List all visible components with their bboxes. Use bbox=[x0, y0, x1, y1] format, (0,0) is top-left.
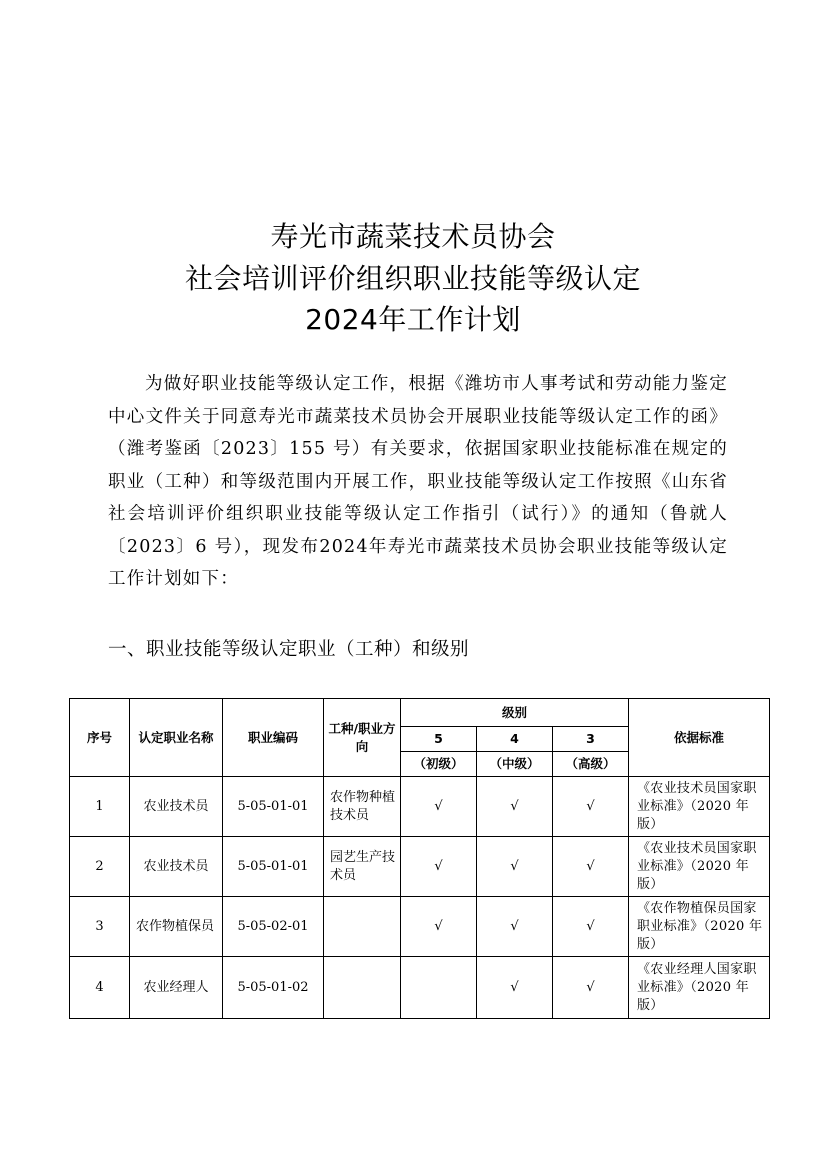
header-level-4-name: （中级） bbox=[477, 752, 553, 777]
cell-level-4: √ bbox=[477, 777, 553, 837]
section-heading-1: 一、职业技能等级认定职业（工种）和级别 bbox=[108, 639, 470, 660]
cell-level-3: √ bbox=[553, 837, 629, 897]
document-title-line-1: 寿光市蔬菜技术员协会 bbox=[270, 220, 556, 253]
occupation-level-table bbox=[69, 698, 770, 1019]
cell-occupation-code: 5-05-02-01 bbox=[223, 897, 324, 957]
header-standard: 依据标准 bbox=[629, 699, 770, 777]
cell-standard: 《农业技术员国家职业标准》（2020 年版） bbox=[629, 777, 770, 837]
cell-direction bbox=[324, 957, 401, 1019]
table-row bbox=[70, 777, 770, 837]
header-occupation-code: 职业编码 bbox=[223, 699, 324, 777]
cell-seq: 2 bbox=[70, 837, 130, 897]
cell-standard: 《农业经理人国家职业标准》（2020 年版） bbox=[629, 957, 770, 1019]
table-row bbox=[70, 897, 770, 957]
cell-standard: 《农作物植保员国家职业标准》（2020 年版） bbox=[629, 897, 770, 957]
document-title-line-2: 社会培训评价组织职业技能等级认定 bbox=[184, 262, 641, 295]
header-level: 级别 bbox=[401, 699, 629, 727]
cell-direction: 园艺生产技术员 bbox=[324, 837, 401, 897]
cell-seq: 3 bbox=[70, 897, 130, 957]
header-occupation-name: 认定职业名称 bbox=[130, 699, 223, 777]
cell-level-3: √ bbox=[553, 897, 629, 957]
table-row bbox=[70, 957, 770, 1019]
cell-level-5 bbox=[401, 957, 477, 1019]
cell-level-3: √ bbox=[553, 777, 629, 837]
cell-level-4: √ bbox=[477, 957, 553, 1019]
header-level-5-name: （初级） bbox=[401, 752, 477, 777]
cell-direction: 农作物种植技术员 bbox=[324, 777, 401, 837]
header-level-5: 5 bbox=[401, 727, 477, 752]
cell-direction bbox=[324, 897, 401, 957]
table-header-row-1 bbox=[70, 699, 770, 727]
header-level-3-name: （高级） bbox=[553, 752, 629, 777]
cell-level-3: √ bbox=[553, 957, 629, 1019]
header-level-3: 3 bbox=[553, 727, 629, 752]
cell-occupation-code: 5-05-01-01 bbox=[223, 777, 324, 837]
intro-paragraph: 为做好职业技能等级认定工作，根据《潍坊市人事考试和劳动能力鉴定中心文件关于同意寿光市蔬菜技术员协会开展职业技能等级认定工作的函》（潍考鉴函〔2023〕155 号）有关要求，依据国家职业技能标准在规定的职业（工种）和等级范围内开展工作，职业技能等级认定工作按照《山东省社会培训评价组织职业技能等级认定工作指引（试行）》的通知（鲁就人〔2023〕6 号），现发布2024年寿光市蔬菜技术员协会职业技能等级认定工作计划如下： bbox=[108, 374, 728, 589]
cell-occupation-name: 农业技术员 bbox=[130, 837, 223, 897]
cell-standard: 《农业技术员国家职业标准》（2020 年版） bbox=[629, 837, 770, 897]
cell-level-5: √ bbox=[401, 777, 477, 837]
header-seq: 序号 bbox=[70, 699, 130, 777]
table-row bbox=[70, 837, 770, 897]
cell-level-5: √ bbox=[401, 837, 477, 897]
cell-seq: 4 bbox=[70, 957, 130, 1019]
header-level-4: 4 bbox=[477, 727, 553, 752]
document-title-line-3: 2024年工作计划 bbox=[305, 303, 521, 336]
cell-occupation-name: 农作物植保员 bbox=[130, 897, 223, 957]
cell-level-4: √ bbox=[477, 897, 553, 957]
cell-occupation-code: 5-05-01-02 bbox=[223, 957, 324, 1019]
cell-level-4: √ bbox=[477, 837, 553, 897]
cell-occupation-name: 农业经理人 bbox=[130, 957, 223, 1019]
cell-level-5: √ bbox=[401, 897, 477, 957]
cell-occupation-name: 农业技术员 bbox=[130, 777, 223, 837]
cell-seq: 1 bbox=[70, 777, 130, 837]
header-direction: 工种/职业方向 bbox=[324, 699, 401, 777]
cell-occupation-code: 5-05-01-01 bbox=[223, 837, 324, 897]
